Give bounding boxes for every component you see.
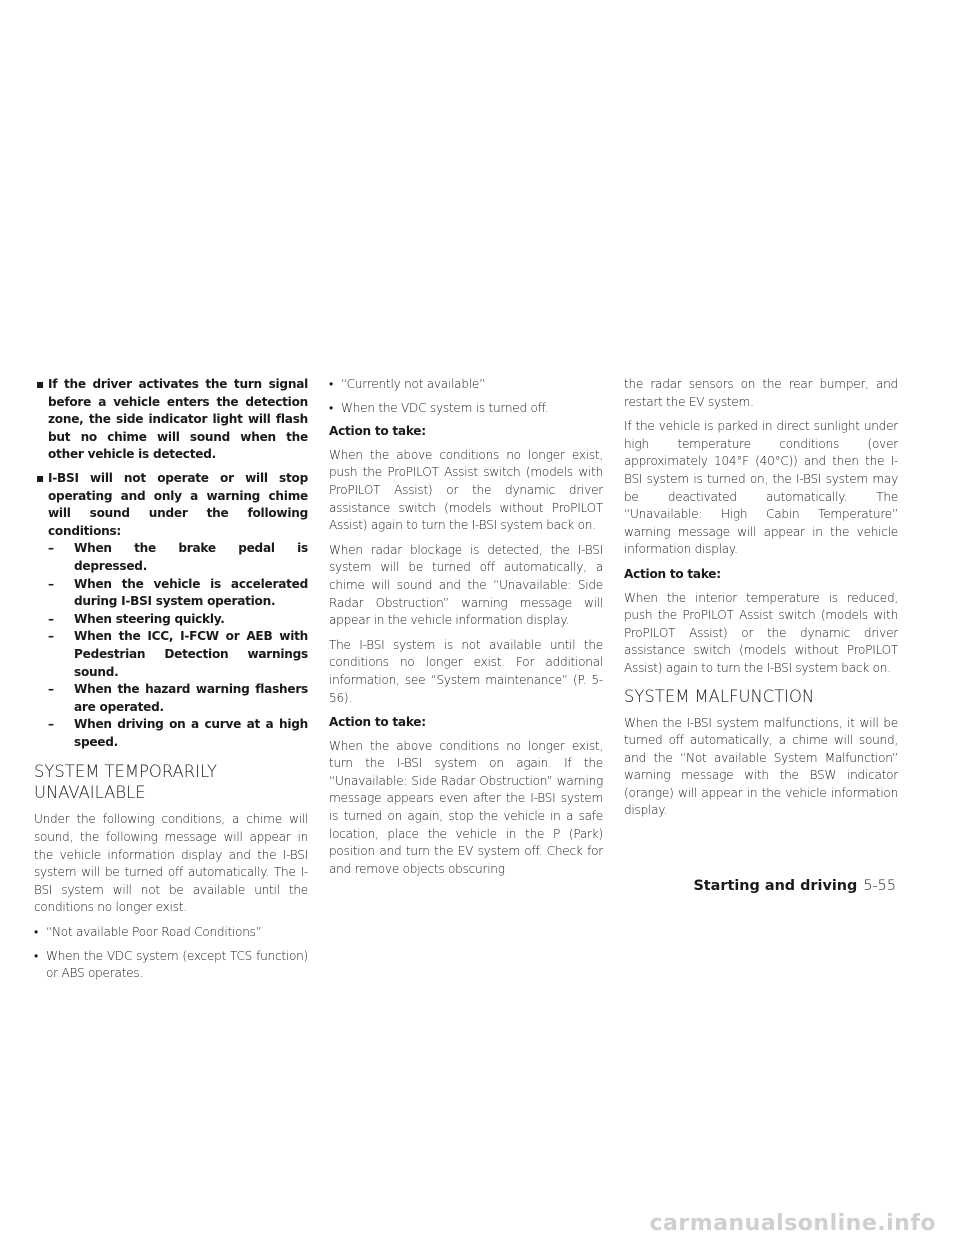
action-heading: Action to take:	[329, 715, 426, 730]
list-item: • “Not available Poor Road Conditions”	[34, 925, 262, 940]
section-title: Starting and driving	[693, 878, 858, 894]
bullet-marker: ▪	[36, 377, 44, 391]
paragraph: the radar sensors on the rear bumper, and restart the EV system.	[624, 377, 898, 409]
heading-system-malfunction: SYSTEM MALFUNCTION	[624, 686, 815, 706]
paragraph: When radar blockage is detected, the I-BSI system will be turned off automatically, a chime will sound and the “Unavailable: Side Radar Obstruction” warning message will appear in the vehicle information display.	[329, 542, 603, 628]
list-item: • When the VDC system (except TCS function) or ABS operates.	[34, 948, 308, 981]
column-2	[329, 376, 603, 885]
action-heading: Action to take:	[624, 566, 721, 581]
paragraph: If the vehicle is parked in direct sunlight under high temperature conditions (over approximately 104°F (40°C)) and then the I-BSI system is turned on, the I-BSI system may be deactivated automatically. The “Unavailable: High Cabin Temperature” warning message will appear in the vehicle information display.	[624, 419, 898, 557]
heading-system-temporarily-unavailable: SYSTEM TEMPORARILY UNAVAILABLE	[34, 762, 217, 803]
condition-item: – When driving on a curve at a high speed.	[48, 717, 308, 749]
condition-item: – When the vehicle is accelerated during I-BSI system operation.	[48, 576, 308, 609]
list-item: • When the VDC system is turned off.	[329, 400, 549, 415]
list-item: • “Currently not available”	[329, 377, 486, 391]
bullet-text: If the driver activates the turn signal before a vehicle enters the detection zone, the side indicator light will flash but no chime will sound when the other vehicle is detected.	[48, 377, 308, 462]
bullet-text: I-BSI will not operate or will stop operating and only a warning chime will sound under the following conditions:	[48, 470, 308, 538]
watermark-text: carmanualsonline.info	[649, 1211, 936, 1236]
column-3	[624, 376, 898, 827]
paragraph: Under the following conditions, a chime will sound, the following message will appear in the vehicle information display and the I-BSI system will be turned off automatically. The I-BSI system will not be available until the conditions no longer exist.	[34, 812, 308, 915]
condition-item: – When the ICC, I-FCW or AEB with Pedestrian Detection warnings sound.	[48, 629, 308, 679]
page-number: 5-55	[863, 878, 896, 894]
paragraph: When the I-BSI system malfunctions, it will be turned off automatically, a chime will sound, and the “Not available System Malfunction” warning message with the BSW indicator (orange) will appear in the vehicle information display.	[624, 715, 898, 818]
action-heading: Action to take:	[329, 424, 426, 439]
paragraph: When the interior temperature is reduced, push the ProPILOT Assist switch (models with ProPILOT Assist) or the dynamic driver assistance switch (models without ProPILOT Assist) again to turn the I-BSI system back on.	[624, 590, 898, 675]
bullet-conditions	[34, 470, 308, 752]
page-footer	[693, 877, 896, 895]
bullet-marker: ▪	[36, 470, 44, 485]
paragraph: When the above conditions no longer exist, turn the I-BSI system on again. If the “Unavailable: Side Radar Obstruction” warning message appears even after the I-BSI system is turned on again, stop the vehicle in a safe location, place the vehicle in the P (Park) position and turn the EV system off. Check for and remove objects obscuring	[329, 738, 603, 876]
bullet-turn-signal	[34, 376, 308, 464]
condition-item: – When the hazard warning flashers are operated.	[48, 682, 308, 714]
condition-item: – When the brake pedal is depressed.	[48, 541, 308, 573]
paragraph: The I-BSI system is not available until the conditions no longer exist. For additional information, see “System maintenance” (P. 5-56).	[329, 637, 603, 705]
paragraph: When the above conditions no longer exist, push the ProPILOT Assist switch (models with ProPILOT Assist) or the dynamic driver assistance switch (models without ProPILOT Assist) again to turn the I-BSI system back on.	[329, 447, 603, 533]
column-1	[34, 376, 308, 989]
condition-sublist	[48, 540, 308, 751]
condition-item: – When steering quickly.	[48, 611, 225, 626]
